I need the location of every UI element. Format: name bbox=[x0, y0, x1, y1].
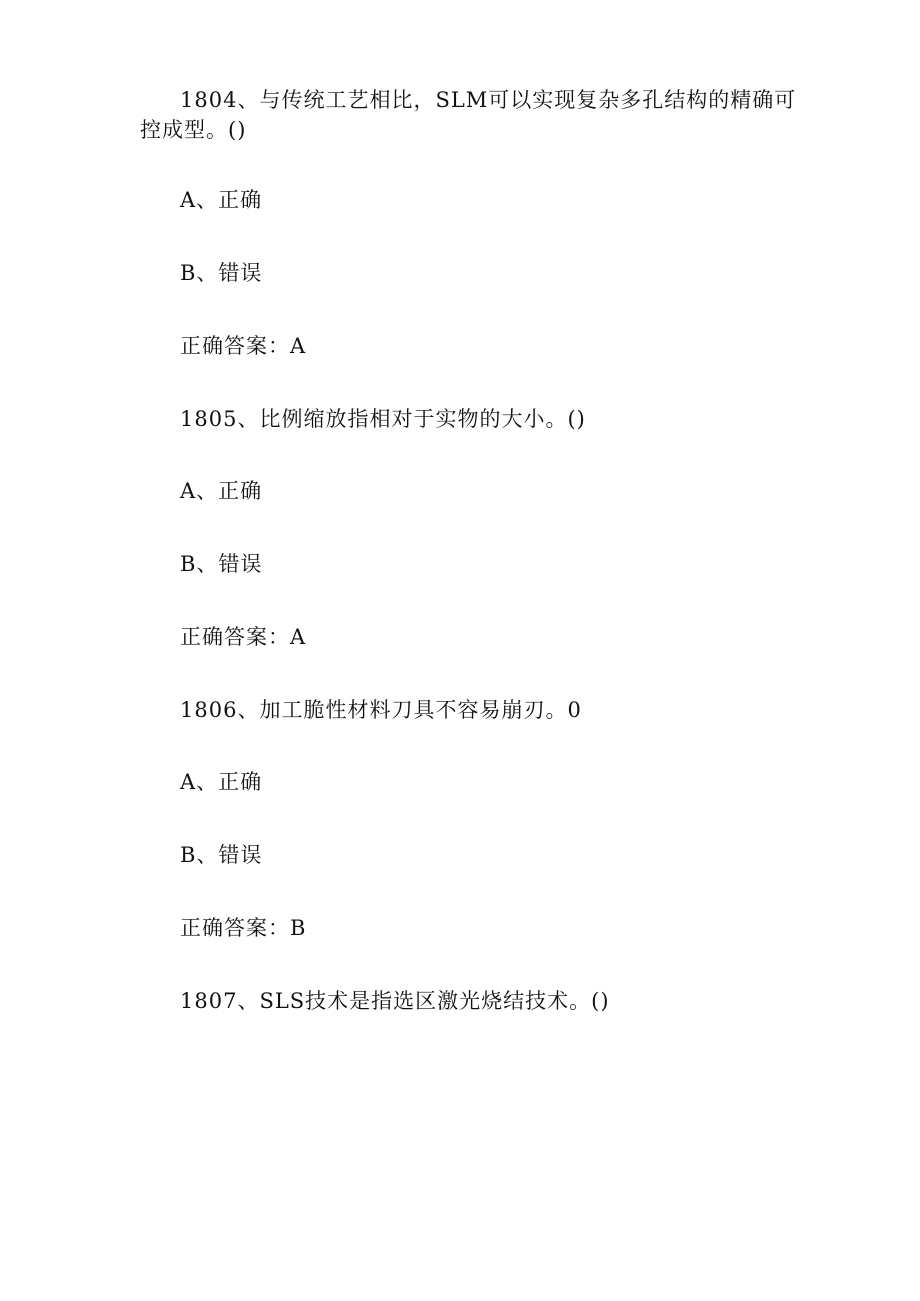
question-1806-option-a: A、正确 bbox=[180, 770, 263, 794]
question-1806-stem: 1806、加工脆性材料刀具不容易崩刃。0 bbox=[180, 698, 582, 722]
question-1804-option-b: B、错误 bbox=[180, 261, 263, 285]
question-1804-option-a: A、正确 bbox=[180, 188, 263, 212]
question-1805-option-a: A、正确 bbox=[180, 479, 263, 503]
question-1807-stem: 1807、SLS技术是指选区激光烧结技术。() bbox=[180, 989, 610, 1013]
question-1804-stem: 1804、与传统工艺相比，SLM可以实现复杂多孔结构的精确可控成型。() bbox=[140, 88, 797, 142]
question-1805-option-b: B、错误 bbox=[180, 552, 263, 576]
question-1806-option-b: B、错误 bbox=[180, 843, 263, 867]
question-1804-answer: 正确答案：A bbox=[180, 334, 307, 358]
question-1805-stem: 1805、比例缩放指相对于实物的大小。() bbox=[180, 407, 586, 431]
question-1806-answer: 正确答案：B bbox=[180, 916, 307, 940]
question-1805-answer: 正确答案：A bbox=[180, 625, 307, 649]
